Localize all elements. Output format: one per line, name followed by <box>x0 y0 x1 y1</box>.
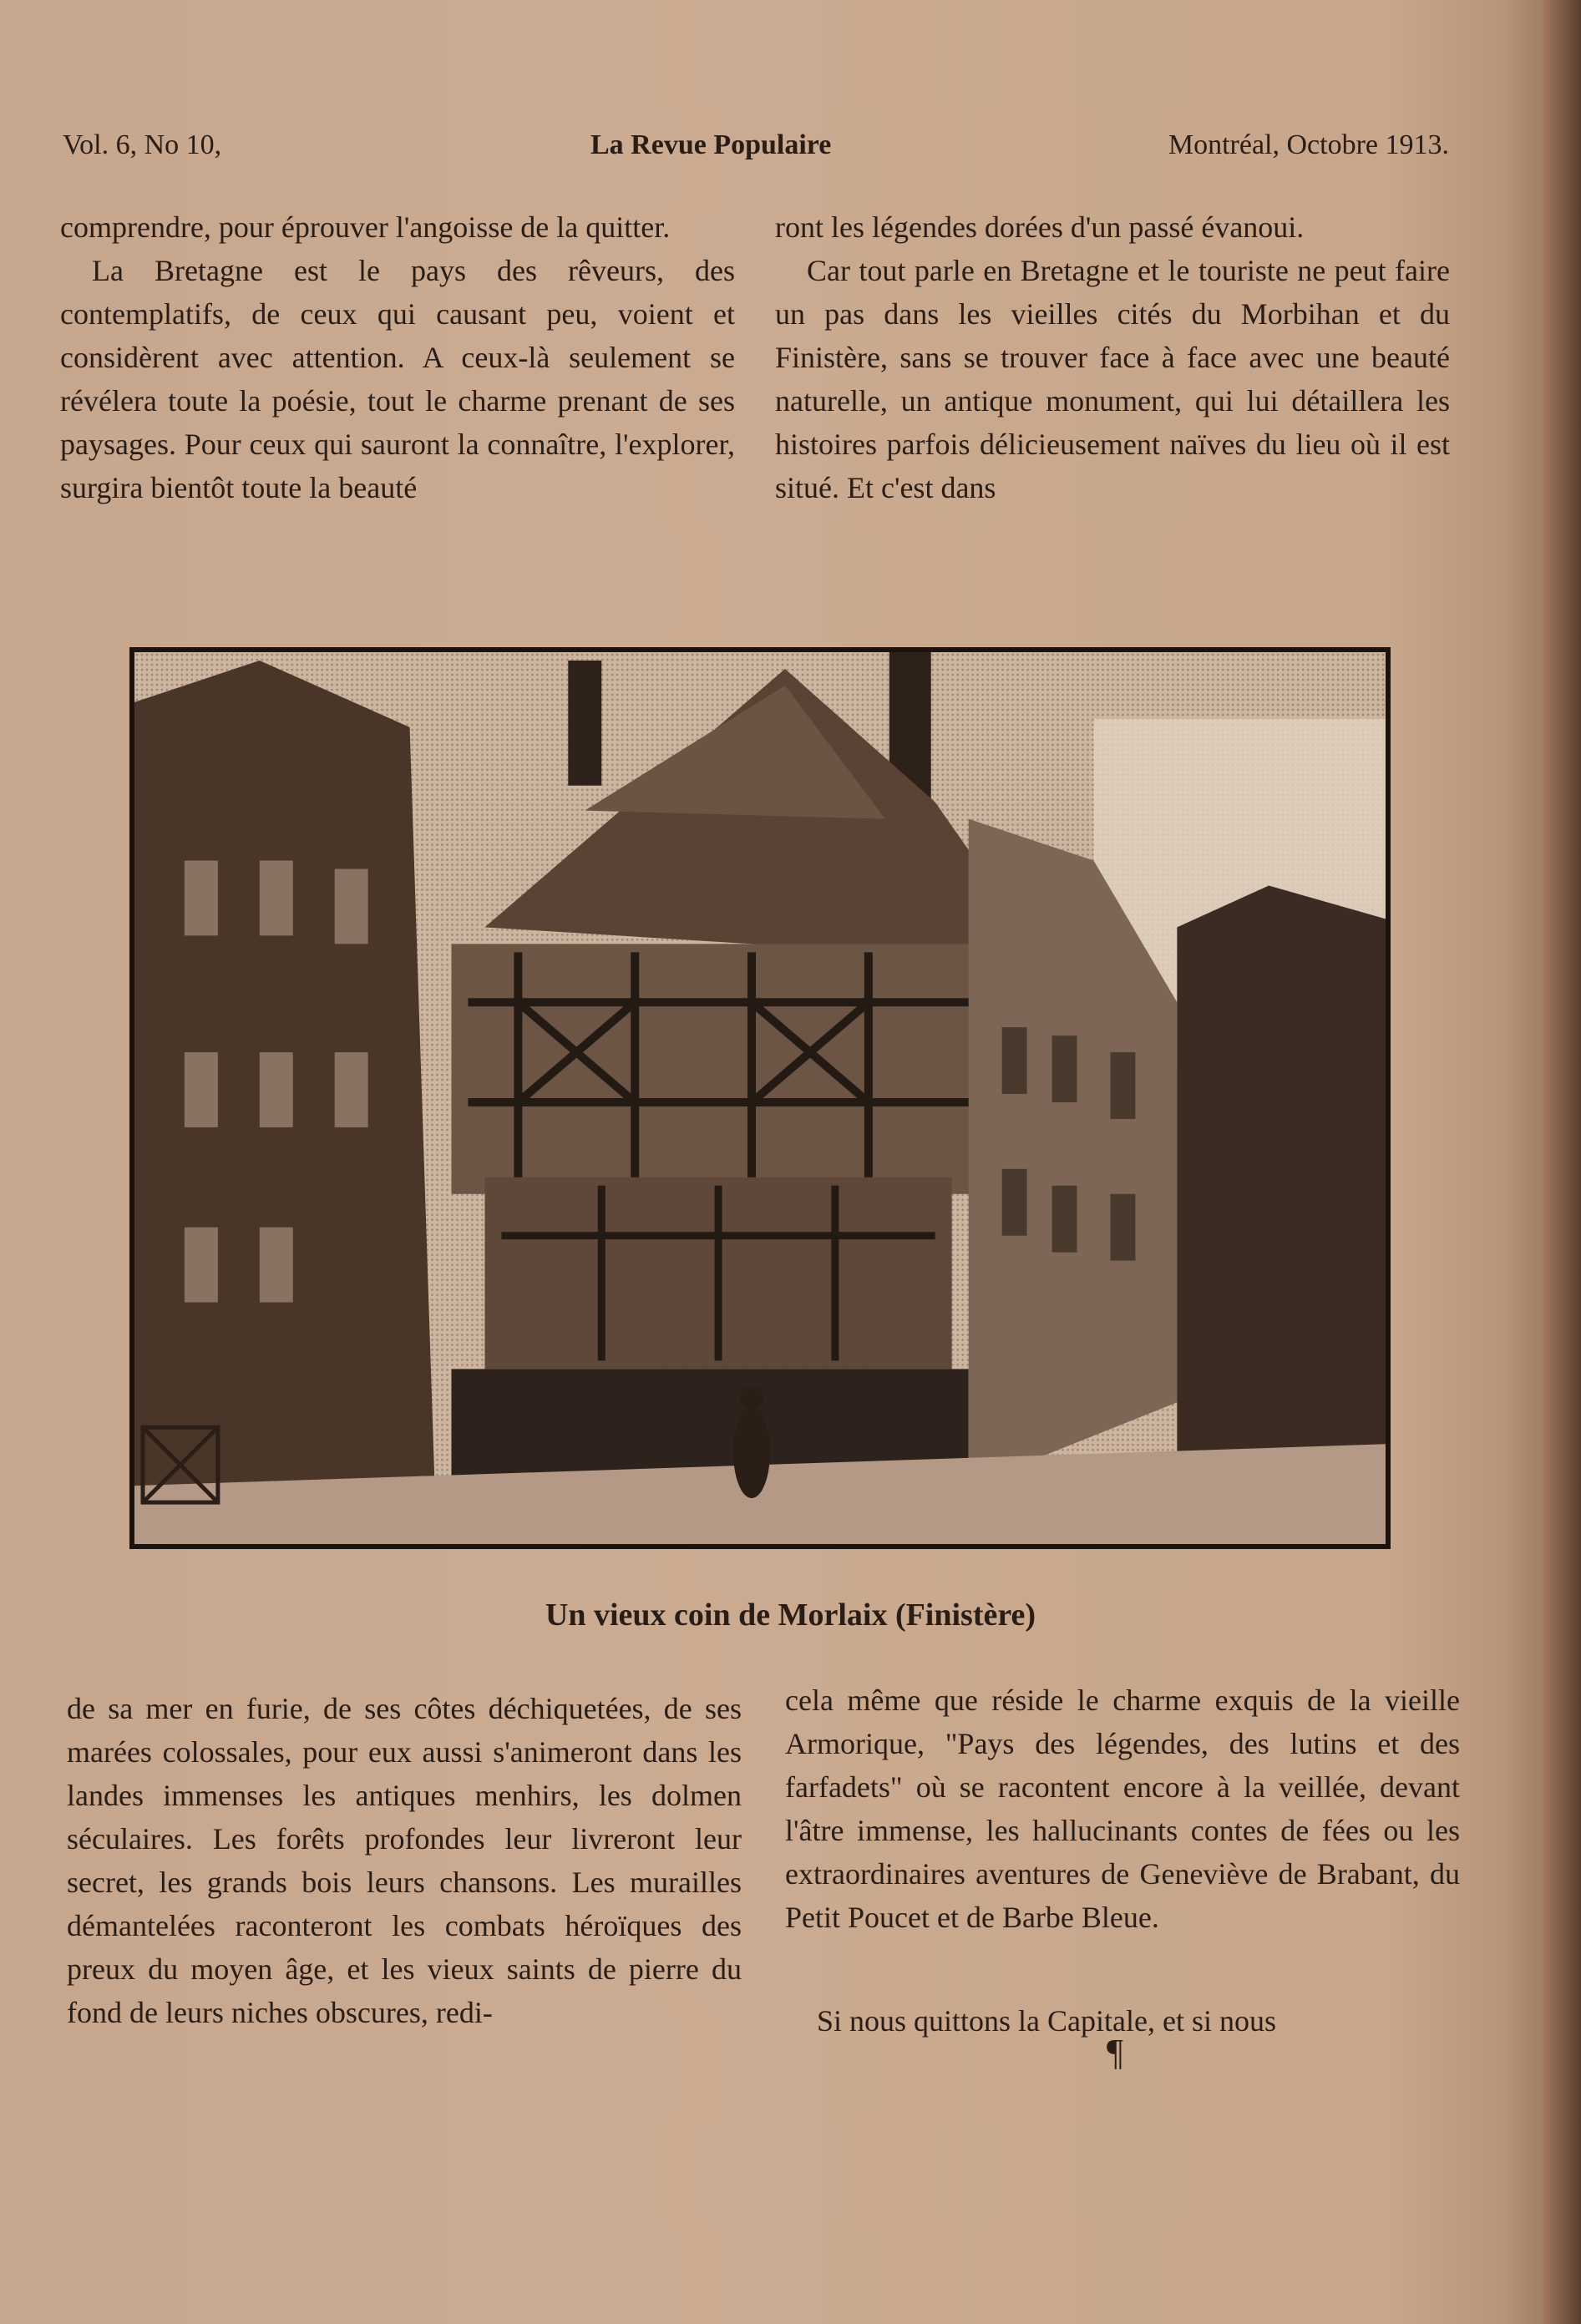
figure-caption: Un vieux coin de Morlaix (Finistère) <box>545 1597 1036 1633</box>
halftone-photo-illustration <box>134 652 1386 1544</box>
photo-old-morlaix-street <box>129 647 1391 1549</box>
column-top-left <box>60 205 735 509</box>
column-top-right <box>775 205 1450 509</box>
paragraph: cela même que réside le charme exquis de la vieille Armorique, "Pays des légendes, des lutins et des farfadets" où se racontent encore à la veillée, devant l'âtre immense, les hallucinants contes de fées ou les extraordinaires aventures de Geneviève de Brabant, du Petit Poucet et de Barbe Bleue. <box>785 1684 1460 1934</box>
paragraph: Car tout parle en Bretagne et le touriste ne peut faire un pas dans les vieilles cités du Morbihan et du Finistère, sans se trouver face à face avec une beauté naturelle, un antique monument, qui lui détaillera les histoires parfois délicieusement naïves du lieu où il est situé. Et c'est dans <box>775 254 1450 504</box>
header-place-date: Montréal, Octobre 1913. <box>1168 129 1449 160</box>
column-bottom-left <box>67 1687 742 2034</box>
section-mark: ¶ <box>1107 2032 1123 2073</box>
paragraph: comprendre, pour éprouver l'angoisse de la quitter. <box>60 210 671 244</box>
paragraph: de sa mer en furie, de ses côtes déchiquetées, de ses marées colossales, pour eux aussi s'animeront dans les landes immenses les antiques menhirs, les dolmen séculaires. Les forêts profondes leur livreront leur secret, les grands bois leurs chansons. Les murailles démantelées raconteront les combats héroïques des preux du moyen âge, et les vieux saints de pierre du fond de leurs niches obscures, redi- <box>67 1692 742 2029</box>
running-header <box>63 129 1449 167</box>
paragraph: Si nous quittons la Capitale, et si nous <box>817 2004 1276 2038</box>
paragraph: ront les légendes dorées d'un passé évanoui. <box>775 210 1305 244</box>
page-edge-shadow <box>1543 0 1581 2324</box>
header-volume: Vol. 6, No 10, <box>63 129 222 160</box>
paragraph: La Bretagne est le pays des rêveurs, des contemplatifs, de ceux qui causant peu, voient et considèrent avec attention. A ceux-là seulement se révélera toute la poésie, tout le charme prenant de ses paysages. Pour ceux qui sauront la connaître, l'explorer, surgira bientôt toute la beauté <box>60 254 735 504</box>
header-publication: La Revue Populaire <box>590 129 832 160</box>
column-bottom-right <box>785 1678 1460 2043</box>
